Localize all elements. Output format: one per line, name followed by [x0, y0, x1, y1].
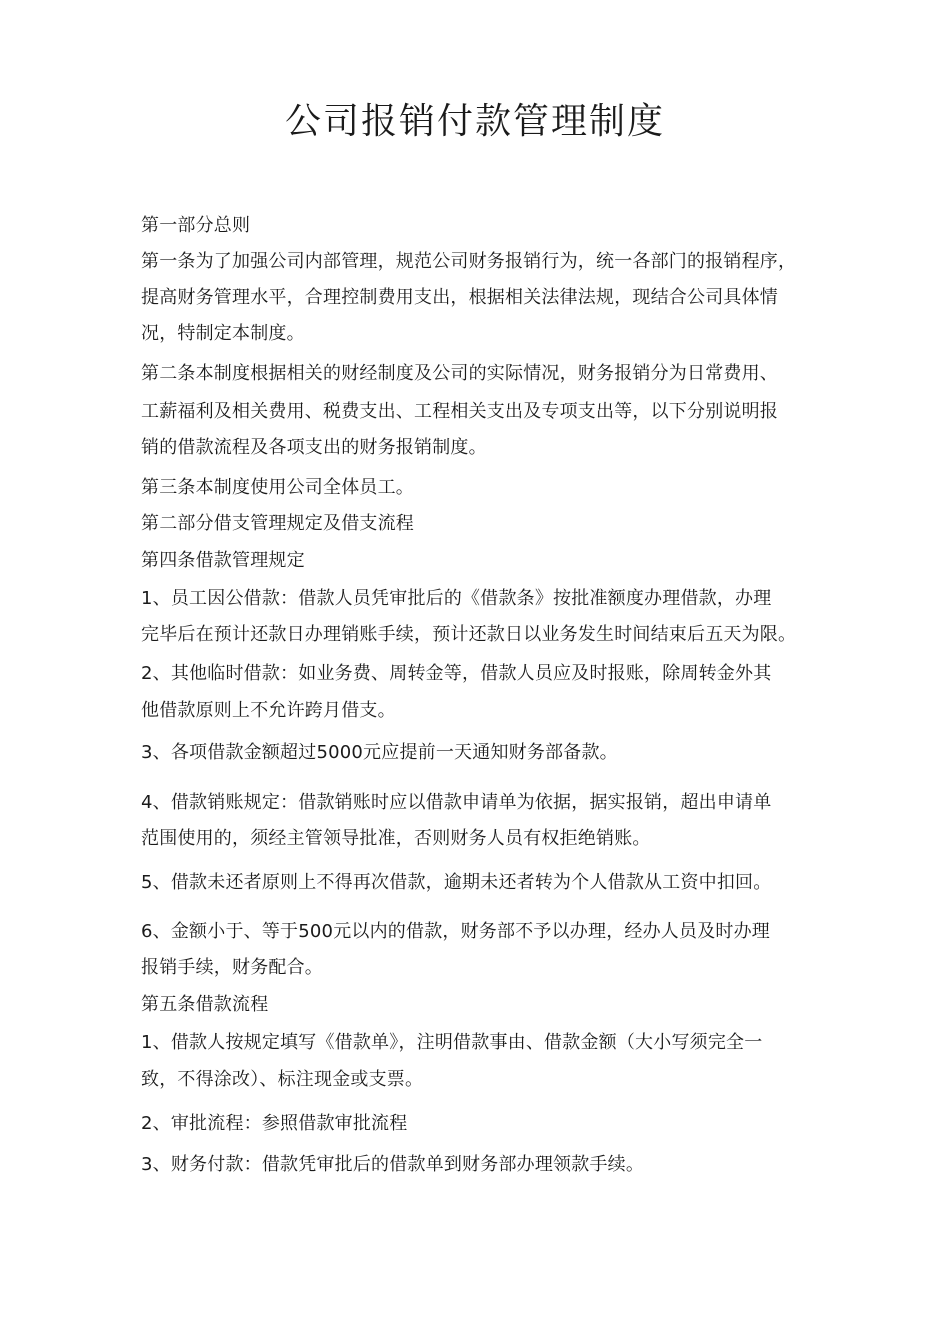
paragraph-line: 销的借款流程及各项支出的财务报销制度。 [141, 437, 487, 458]
paragraph-line: 第一条为了加强公司内部管理，规范公司财务报销行为，统一各部门的报销程序， [141, 251, 797, 272]
section-heading: 第二部分借支管理规定及借支流程 [141, 513, 414, 534]
list-item-line: 3、各项借款金额超过5000元应提前一天通知财务部备款。 [141, 742, 618, 763]
list-item-line: 4、借款销账规定：借款销账时应以借款申请单为依据，据实报销，超出申请单 [141, 792, 772, 813]
list-item-line: 完毕后在预计还款日办理销账手续，预计还款日以业务发生时间结束后五天为限。 [141, 624, 797, 645]
list-item-line: 2、其他临时借款：如业务费、周转金等，借款人员应及时报账，除周转金外其 [141, 663, 772, 684]
document-title: 公司报销付款管理制度 [284, 101, 665, 142]
paragraph-line: 工薪福利及相关费用、税费支出、工程相关支出及专项支出等，以下分别说明报 [141, 401, 778, 422]
article-heading: 第五条借款流程 [141, 994, 269, 1015]
list-item-line: 2、审批流程：参照借款审批流程 [141, 1113, 408, 1134]
section-heading: 第一部分总则 [141, 215, 251, 236]
paragraph-line: 第二条本制度根据相关的财经制度及公司的实际情况，财务报销分为日常费用、 [141, 363, 778, 384]
article-heading: 第四条借款管理规定 [141, 550, 305, 571]
list-item-line: 3、财务付款：借款凭审批后的借款单到财务部办理领款手续。 [141, 1154, 645, 1175]
list-item-line: 他借款原则上不允许跨月借支。 [141, 700, 396, 721]
list-item-line: 致，不得涂改）、标注现金或支票。 [141, 1069, 424, 1090]
list-item-line: 5、借款未还者原则上不得再次借款，逾期未还者转为个人借款从工资中扣回。 [141, 872, 772, 893]
paragraph-line: 况，特制定本制度。 [141, 323, 305, 344]
list-item-line: 1、员工因公借款：借款人员凭审批后的《借款条》按批准额度办理借款，办理 [141, 588, 772, 609]
list-item-line: 报销手续，财务配合。 [141, 957, 323, 978]
paragraph-line: 提高财务管理水平，合理控制费用支出，根据相关法律法规，现结合公司具体情 [141, 287, 778, 308]
list-item-line: 1、借款人按规定填写《借款单》，注明借款事由、借款金额（大小写须完全一 [141, 1032, 763, 1053]
list-item-line: 6、金额小于、等于500元以内的借款，财务部不予以办理，经办人员及时办理 [141, 921, 771, 942]
list-item-line: 范围使用的，须经主管领导批准，否则财务人员有权拒绝销账。 [141, 828, 651, 849]
paragraph-line: 第三条本制度使用公司全体员工。 [141, 477, 414, 498]
